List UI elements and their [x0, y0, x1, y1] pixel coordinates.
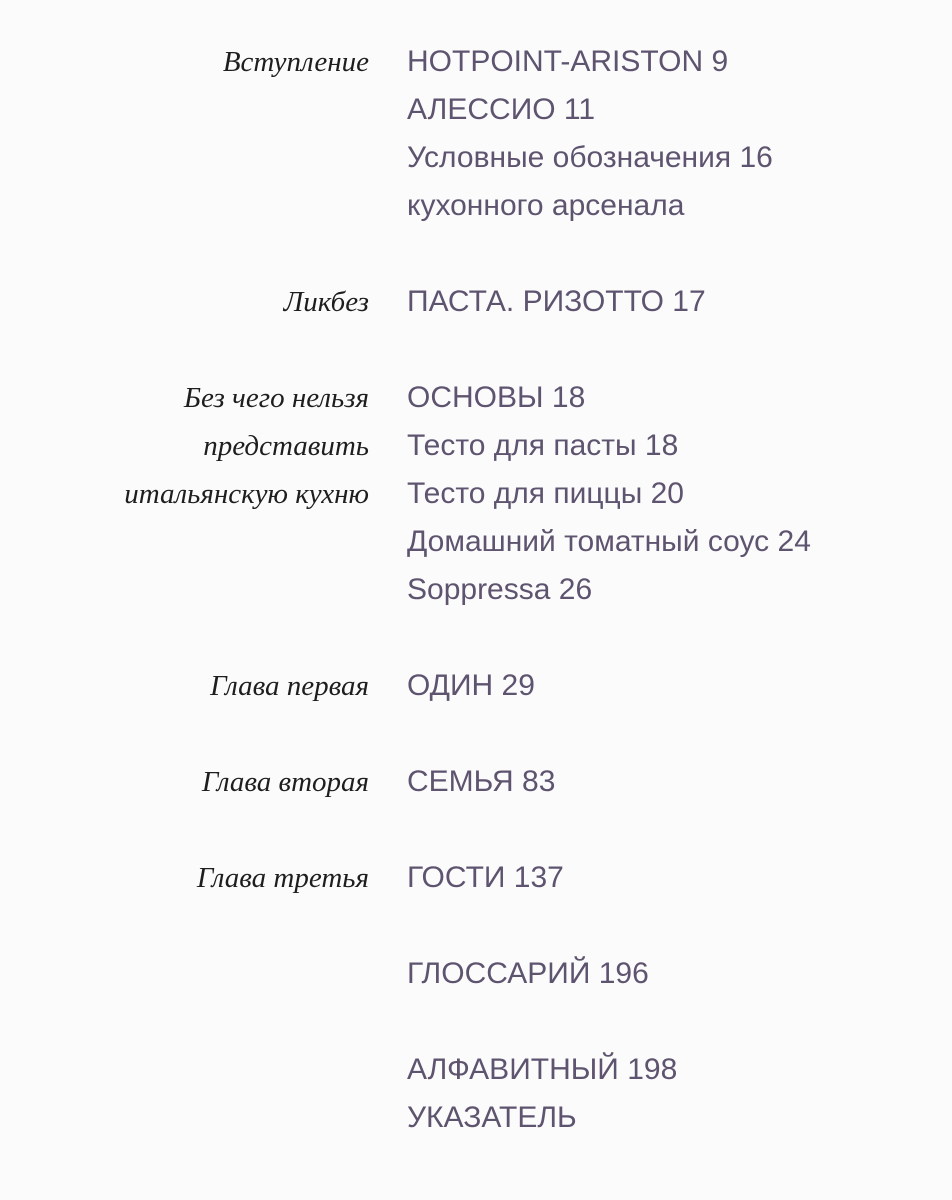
- toc-entry[interactable]: ГЛОССАРИЙ 196: [407, 957, 649, 990]
- section-label: [9, 278, 369, 326]
- section-label-line: Без чего нельзя: [183, 382, 369, 414]
- toc-entry[interactable]: ОСНОВЫ 18: [407, 381, 586, 414]
- section-entries: [407, 854, 947, 902]
- section-entries: [407, 278, 947, 326]
- section-label-line: Глава вторая: [201, 766, 369, 798]
- section-label-line: Ликбез: [283, 286, 369, 318]
- section-label-line: Вступление: [222, 46, 369, 78]
- toc-entry[interactable]: АЛЕССИО 11: [407, 93, 596, 126]
- section-entries: [407, 758, 947, 806]
- section-label-line: Глава первая: [210, 670, 369, 702]
- section-label: [9, 374, 369, 518]
- toc-entry[interactable]: ПАСТА. РИЗОТТО 17: [407, 285, 706, 318]
- section-entries: [407, 950, 947, 998]
- toc-entry[interactable]: АЛФАВИТНЫЙ 198: [407, 1053, 678, 1086]
- toc-entry[interactable]: HOTPOINT-ARISTON 9: [407, 45, 729, 78]
- section-entries: [407, 1046, 947, 1142]
- section-label: [9, 758, 369, 806]
- section-label: [9, 38, 369, 86]
- toc-entry[interactable]: Тесто для пиццы 20: [407, 477, 684, 510]
- toc-entry[interactable]: Условные обозначения 16: [407, 141, 773, 174]
- toc-entry[interactable]: Soppressa 26: [407, 573, 593, 606]
- section-entries: [407, 38, 947, 230]
- section-label-line: итальянскую кухню: [124, 478, 369, 510]
- section-entries: [407, 374, 947, 614]
- toc-entry[interactable]: ОДИН 29: [407, 669, 535, 702]
- toc-entry[interactable]: Домашний томатный соус 24: [407, 525, 811, 558]
- section-label: [9, 854, 369, 902]
- toc-entry[interactable]: ГОСТИ 137: [407, 861, 564, 894]
- section-entries: [407, 662, 947, 710]
- section-label-line: Глава третья: [196, 862, 369, 894]
- section-label-line: представить: [203, 430, 369, 462]
- toc-entry-continuation[interactable]: УКАЗАТЕЛЬ: [407, 1101, 577, 1134]
- toc-entry[interactable]: СЕМЬЯ 83: [407, 765, 556, 798]
- toc-entry-continuation[interactable]: кухонного арсенала: [407, 189, 685, 222]
- section-label: [9, 662, 369, 710]
- toc-entry[interactable]: Тесто для пасты 18: [407, 429, 679, 462]
